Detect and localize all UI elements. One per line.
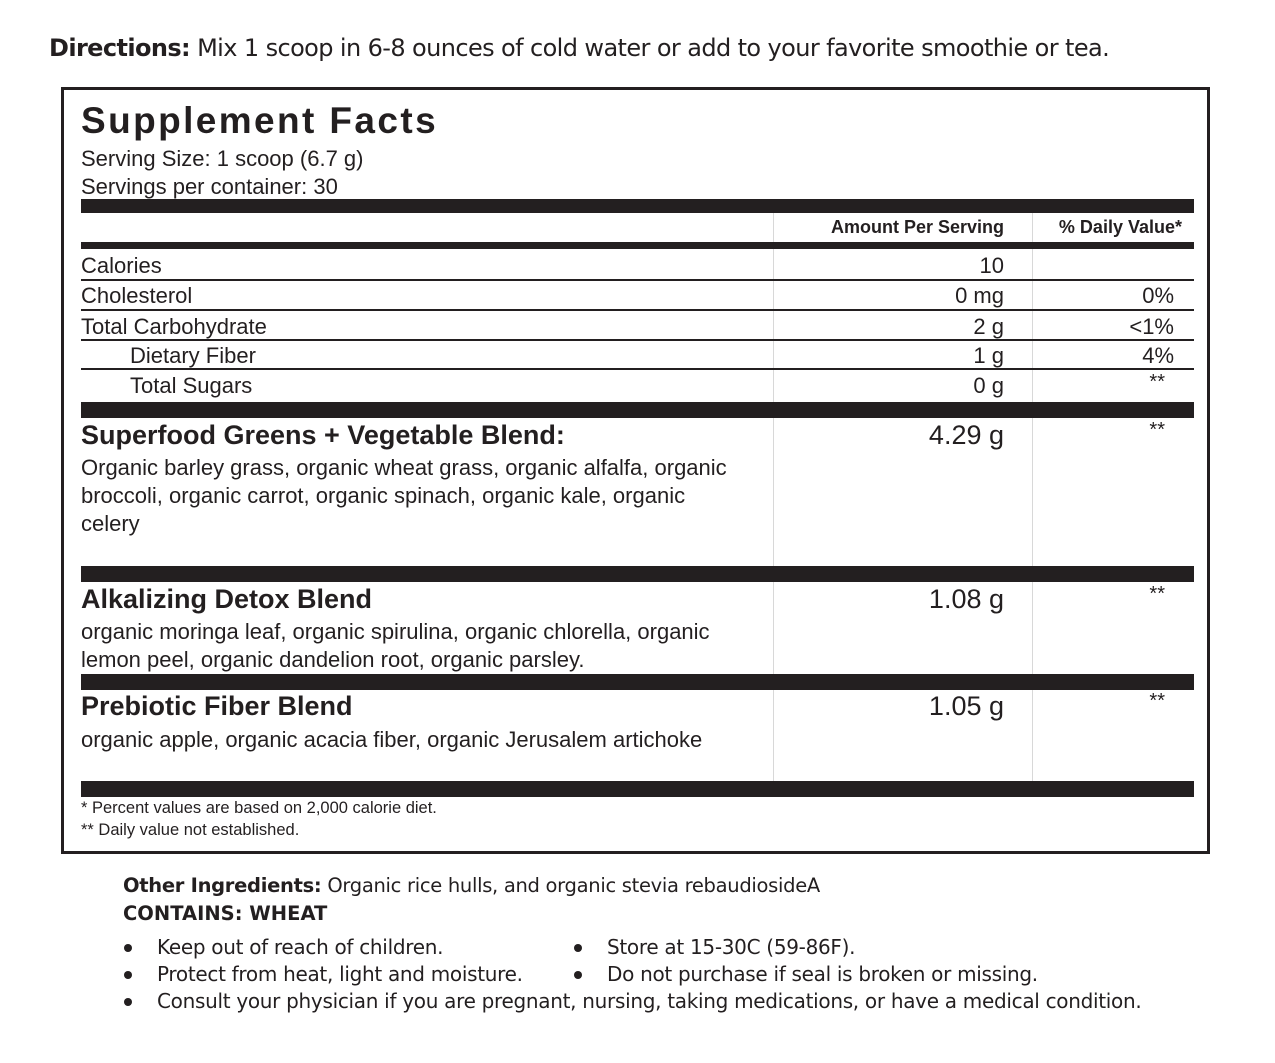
thick-divider (81, 566, 1194, 582)
bullet-icon (574, 971, 582, 979)
warning-item: Do not purchase if seal is broken or missing. (607, 962, 1038, 986)
column-separator (1032, 200, 1033, 795)
blend-superfood-amount: 4.29 g (928, 420, 1004, 450)
medium-divider (81, 242, 1194, 249)
row-fiber-dv: 4% (1142, 343, 1174, 368)
row-cholesterol-amount: 0 mg (955, 283, 1004, 308)
row-sugars-amount: 0 g (973, 373, 1004, 398)
row-cholesterol-name: Cholesterol (81, 283, 193, 308)
footnote-daily-value: * Percent values are based on 2,000 calorie diet. (81, 799, 437, 817)
thick-divider (81, 781, 1194, 797)
servings-per-container: Servings per container: 30 (81, 174, 338, 199)
thick-divider (81, 199, 1194, 213)
contains-allergen: CONTAINS: WHEAT (123, 902, 328, 925)
warning-item: Consult your physician if you are pregnant, nursing, taking medications, or have a medical condition. (157, 989, 1142, 1013)
blend-superfood-dv: ** (1149, 419, 1165, 441)
thick-divider (81, 402, 1194, 418)
column-separator (773, 200, 774, 795)
blend-prebiotic-ingredients: organic apple, organic acacia fiber, organic Jerusalem artichoke (81, 727, 703, 752)
row-divider (81, 339, 1194, 341)
row-divider (81, 309, 1194, 311)
blend-detox-ingredients: organic moringa leaf, organic spirulina, organic chlorella, organic lemon peel, organic dandelion root, organic parsley. (81, 619, 710, 672)
bullet-icon (574, 944, 582, 952)
row-divider (81, 279, 1194, 281)
bullet-icon (124, 998, 132, 1006)
other-ingredients (123, 874, 820, 897)
amount-per-serving-header: Amount Per Serving (830, 217, 1004, 237)
warning-item: Protect from heat, light and moisture. (157, 962, 523, 986)
bullet-icon (124, 971, 132, 979)
blend-detox-name: Alkalizing Detox Blend (81, 584, 373, 614)
warning-item: Keep out of reach of children. (157, 935, 444, 959)
directions-text: Mix 1 scoop in 6-8 ounces of cold water or add to your favorite smoothie or tea. (190, 34, 1110, 62)
row-divider (81, 368, 1194, 370)
blend-superfood-ingredients: Organic barley grass, organic wheat grass, organic alfalfa, organic broccoli, organic carrot, organic spinach, organic kale, organic celery (81, 455, 727, 536)
supplement-facts-panel (61, 87, 1210, 854)
blend-detox-dv: ** (1149, 583, 1165, 605)
blend-prebiotic-amount: 1.05 g (928, 691, 1004, 721)
thick-divider (81, 674, 1194, 690)
row-cholesterol-dv: 0% (1142, 283, 1174, 308)
footnote-not-established: ** Daily value not established. (81, 821, 300, 839)
row-fiber-amount: 1 g (973, 343, 1004, 368)
directions (49, 34, 1109, 62)
row-carbohydrate-dv: <1% (1129, 314, 1174, 339)
blend-superfood-name: Superfood Greens + Vegetable Blend: (81, 420, 565, 450)
blend-prebiotic-dv: ** (1149, 690, 1165, 712)
panel-title: Supplement Facts (81, 100, 439, 141)
row-calories-amount: 10 (979, 253, 1004, 278)
blend-detox-amount: 1.08 g (928, 584, 1004, 614)
blend-prebiotic-name: Prebiotic Fiber Blend (81, 691, 353, 721)
daily-value-header: % Daily Value* (1058, 217, 1182, 237)
bullet-icon (124, 944, 132, 952)
other-ingredients-text: Organic rice hulls, and organic stevia rebaudiosideA (321, 874, 820, 897)
other-ingredients-label: Other Ingredients: (123, 874, 322, 897)
row-sugars-dv: ** (1149, 371, 1165, 393)
row-fiber-name: Dietary Fiber (130, 343, 256, 368)
row-sugars-name: Total Sugars (130, 373, 253, 398)
row-carbohydrate-name: Total Carbohydrate (81, 314, 267, 339)
row-calories-name: Calories (81, 253, 162, 278)
serving-size: Serving Size: 1 scoop (6.7 g) (81, 146, 364, 171)
row-carbohydrate-amount: 2 g (973, 314, 1004, 339)
directions-label: Directions: (49, 34, 191, 62)
warning-item: Store at 15-30C (59-86F). (607, 935, 856, 959)
